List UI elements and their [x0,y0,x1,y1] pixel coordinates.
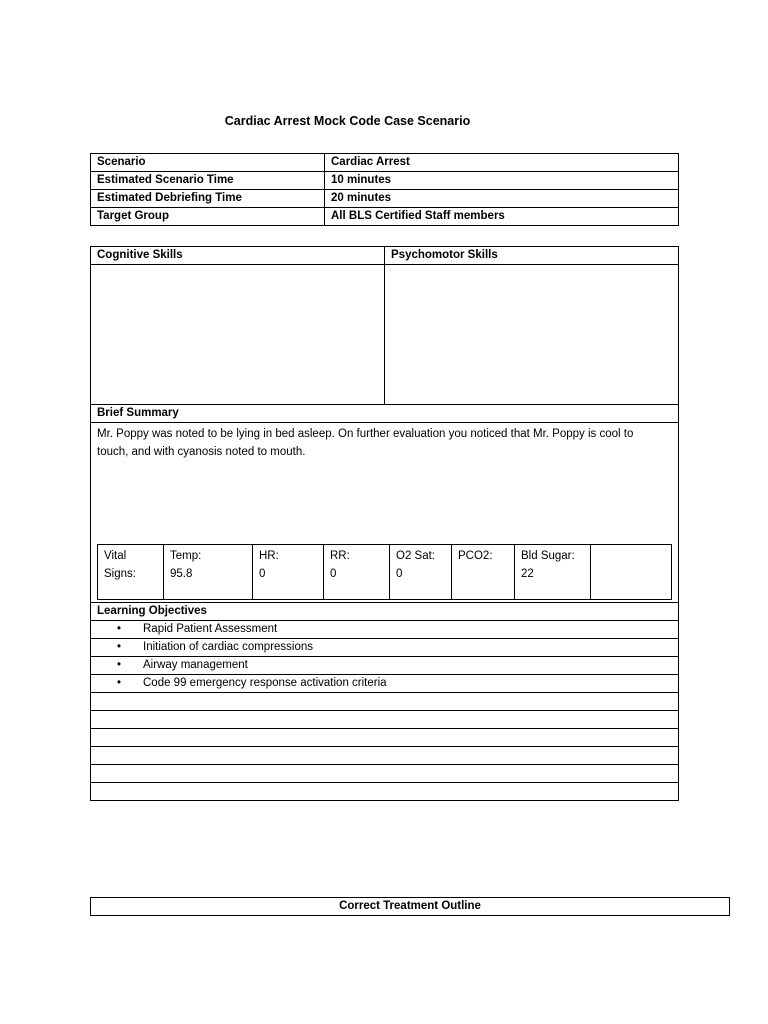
vital-cell [390,545,452,600]
empty-row-cell [91,693,679,711]
table-row [91,423,679,603]
vital-cell [324,545,390,600]
vital-cell [164,545,253,600]
vital-label: HR: [259,550,279,562]
bullet-icon: • [117,623,122,635]
brief-summary-cell [91,423,679,603]
info-value: Cardiac Arrest [325,154,679,172]
list-item [91,657,679,675]
table-row [91,898,730,916]
info-value: 10 minutes [325,172,679,190]
vital-cell [98,545,164,600]
treatment-outline-table [90,897,730,916]
treatment-outline-header: Correct Treatment Outline [91,898,730,916]
vital-signs-table [97,544,672,600]
empty-row-cell [91,765,679,783]
table-row [91,639,679,657]
vital-cell [515,545,591,600]
bullet-icon: • [117,677,122,689]
brief-summary-text: Mr. Poppy was noted to be lying in bed asleep. On further evaluation you noticed that Mr. Poppy is cool to touch, and with cyanosis noted to mouth. [97,428,634,458]
vital-label: RR: [330,550,350,562]
scenario-info-table [90,153,679,226]
info-value: 20 minutes [325,190,679,208]
table-row [91,208,679,226]
table-row [91,265,679,405]
vital-value: 22 [521,568,534,580]
empty-row-cell [91,711,679,729]
empty-row-cell [91,729,679,747]
bullet-icon: • [117,659,122,671]
vital-label: Bld Sugar: [521,550,575,562]
brief-summary-header: Brief Summary [91,405,679,423]
table-row [91,405,679,423]
table-row [91,711,679,729]
list-item [91,621,679,639]
table-row [91,747,679,765]
table-row [91,657,679,675]
info-value: All BLS Certified Staff members [325,208,679,226]
list-item [91,675,679,693]
info-label: Estimated Scenario Time [91,172,325,190]
vital-value: Signs: [104,568,136,580]
table-row [91,783,679,801]
vital-cell [452,545,515,600]
table-row [98,545,672,600]
empty-row-cell [91,747,679,765]
table-row [91,190,679,208]
psychomotor-skills-cell [385,265,679,405]
cognitive-skills-header: Cognitive Skills [91,247,385,265]
table-row [91,675,679,693]
learning-objectives-header: Learning Objectives [91,603,679,621]
empty-row-cell [91,783,679,801]
table-row [91,172,679,190]
table-row [91,765,679,783]
info-label: Estimated Debriefing Time [91,190,325,208]
objective-text: Airway management [143,659,248,671]
vital-label: PCO2: [458,550,493,562]
vital-label: Vital [104,550,127,562]
info-label: Scenario [91,154,325,172]
info-label: Target Group [91,208,325,226]
vital-value: 0 [259,568,266,580]
vital-value: 95.8 [170,568,193,580]
vital-cell [591,545,672,600]
table-row [91,693,679,711]
psychomotor-skills-header: Psychomotor Skills [385,247,679,265]
bullet-icon: • [117,641,122,653]
objective-text: Rapid Patient Assessment [143,623,278,635]
table-row [91,154,679,172]
vital-value: 0 [396,568,403,580]
table-row [91,603,679,621]
vital-cell [253,545,324,600]
document-title: Cardiac Arrest Mock Code Case Scenario [224,114,471,128]
table-row [91,729,679,747]
vital-label: O2 Sat: [396,550,435,562]
vital-label: Temp: [170,550,202,562]
vital-value: 0 [330,568,337,580]
list-item [91,639,679,657]
table-row [91,247,679,265]
cognitive-skills-cell [91,265,385,405]
table-row [91,621,679,639]
objective-text: Initiation of cardiac compressions [143,641,314,653]
scenario-details-table [90,246,679,801]
objective-text: Code 99 emergency response activation criteria [143,677,387,689]
